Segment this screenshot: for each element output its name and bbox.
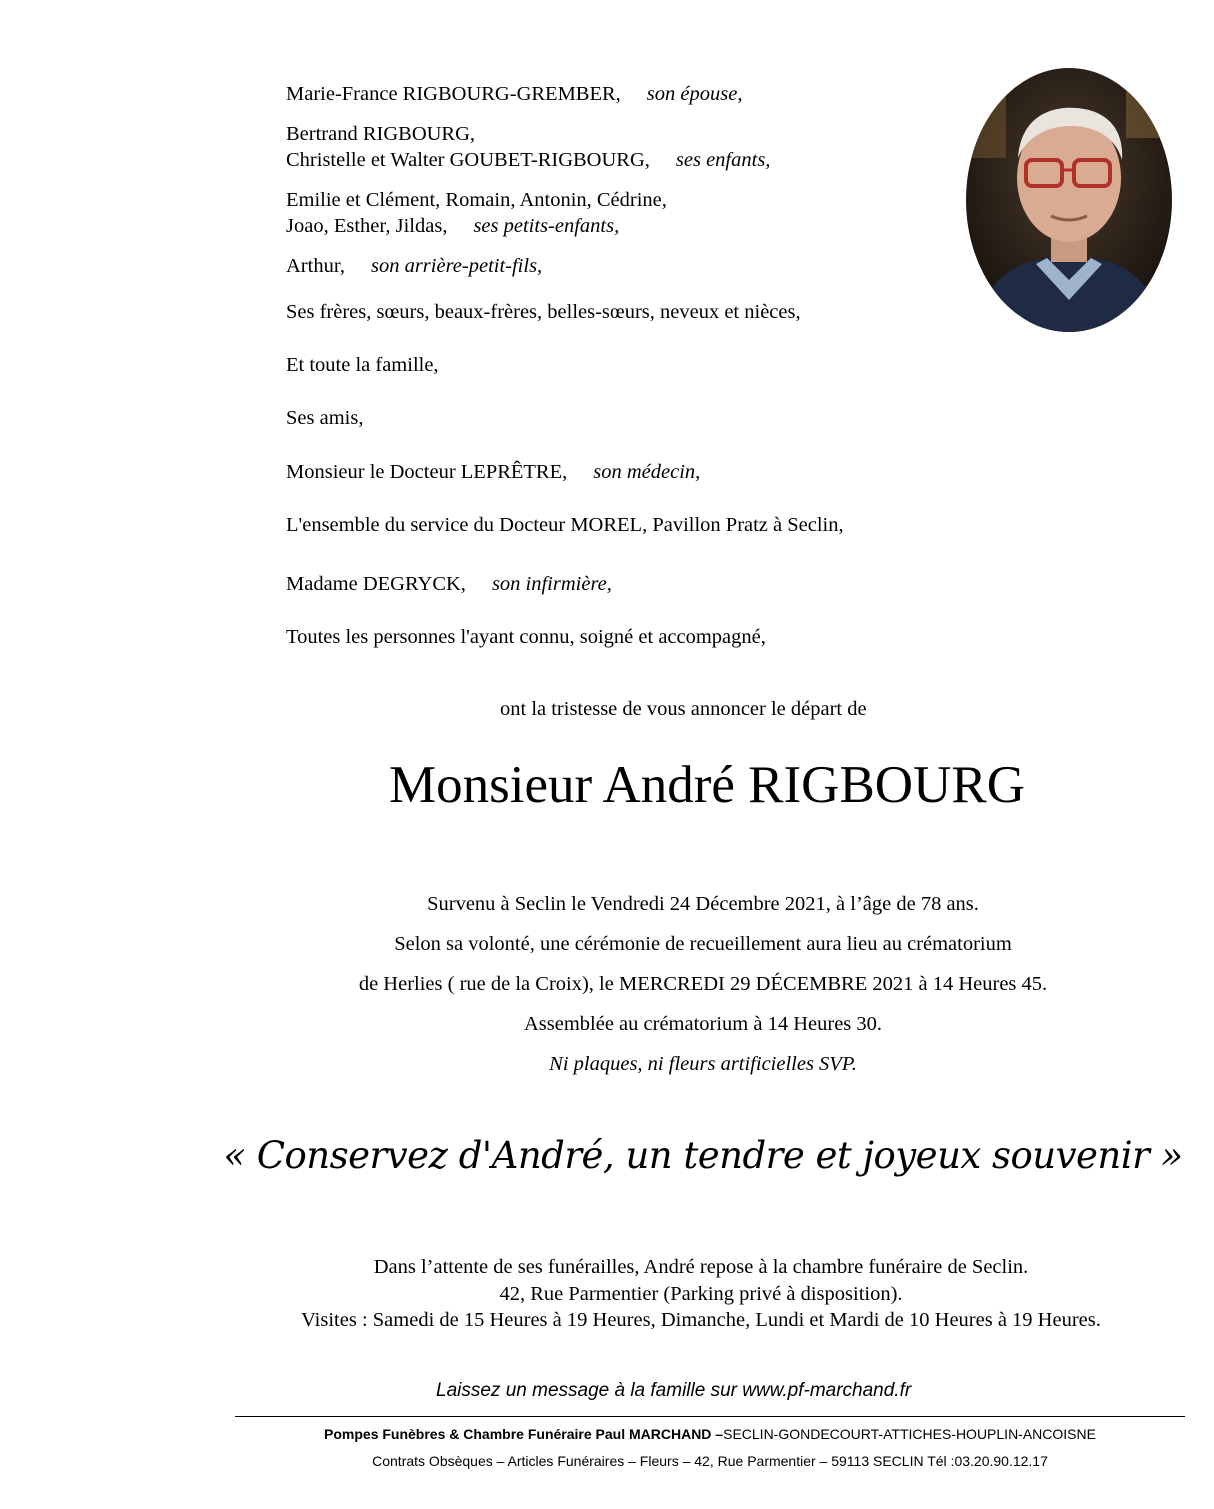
family-name: Christelle et Walter GOUBET-RIGBOURG, xyxy=(286,149,650,171)
portrait-icon xyxy=(966,68,1172,332)
detail-line-3: de Herlies ( rue de la Croix), le MERCREDI 29 DÉCEMBRE 2021 à 14 Heures 45. xyxy=(358,973,1048,995)
footer-line-1 xyxy=(235,1426,1185,1442)
rest-line-3: Visites : Samedi de 15 Heures à 19 Heures, Dimanche, Lundi et Mardi de 10 Heures à 19 Heures. xyxy=(301,1309,1101,1331)
memorial-quote: « Conservez d'André, un tendre et joyeux souvenir » xyxy=(223,1134,1183,1177)
footer-divider xyxy=(235,1416,1185,1417)
family-line-2 xyxy=(286,122,475,147)
detail-line-4: Assemblée au crématorium à 14 Heures 30. xyxy=(523,1013,883,1035)
family-line-9 xyxy=(286,406,363,431)
detail-line-1: Survenu à Seclin le Vendredi 24 Décembre 2021, à l’âge de 78 ans. xyxy=(427,893,979,915)
family-name: Marie-France RIGBOURG-GREMBER, xyxy=(286,83,621,105)
family-name: Toutes les personnes l'ayant connu, soigné et accompagné, xyxy=(286,626,766,648)
deceased-name: Monsieur André RIGBOURG xyxy=(389,756,1025,814)
family-line-4 xyxy=(286,188,667,213)
online-message: Laissez un message à la famille sur www.pf-marchand.fr xyxy=(436,1380,912,1401)
family-role: ses petits-enfants, xyxy=(473,215,620,237)
family-name: Monsieur le Docteur LEPRÊTRE, xyxy=(286,461,568,483)
family-role: son infirmière, xyxy=(491,573,612,595)
family-line-5 xyxy=(286,214,619,239)
family-role: ses enfants, xyxy=(675,149,771,171)
family-name: Emilie et Clément, Romain, Antonin, Cédrine, xyxy=(286,189,667,211)
detail-line-2: Selon sa volonté, une cérémonie de recueillement aura lieu au crématorium xyxy=(394,933,1012,955)
family-name: L'ensemble du service du Docteur MOREL, Pavillon Pratz à Seclin, xyxy=(286,514,844,536)
family-name: Ses frères, sœurs, beaux-frères, belles-sœurs, neveux et nièces, xyxy=(286,301,801,323)
footer-locations: SECLIN-GONDECOURT-ATTICHES-HOUPLIN-ANCOISNE xyxy=(723,1426,1096,1442)
family-line-11 xyxy=(286,513,844,538)
family-line-8 xyxy=(286,353,439,378)
family-line-12 xyxy=(286,572,612,597)
family-name: Madame DEGRYCK, xyxy=(286,573,466,595)
family-name: Et toute la famille, xyxy=(286,354,439,376)
family-line-13 xyxy=(286,625,766,650)
family-name: Arthur, xyxy=(286,255,345,277)
family-role: son médecin, xyxy=(593,461,701,483)
announcement-text: ont la tristesse de vous annoncer le départ de xyxy=(500,698,867,720)
footer-line-2: Contrats Obsèques – Articles Funéraires – Fleurs – 42, Rue Parmentier – 59113 SECLIN Tél :03.20.90.12.17 xyxy=(372,1453,1048,1469)
family-name: Ses amis, xyxy=(286,407,364,429)
family-line-7 xyxy=(286,300,801,325)
family-role: son épouse, xyxy=(646,83,743,105)
family-line-3 xyxy=(286,148,770,173)
family-name: Joao, Esther, Jildas, xyxy=(286,215,448,237)
portrait-photo xyxy=(966,68,1172,332)
detail-line-5: Ni plaques, ni fleurs artificielles SVP. xyxy=(549,1053,857,1075)
family-role: son arrière-petit-fils, xyxy=(370,255,543,277)
family-line-10 xyxy=(286,460,700,485)
rest-line-1: Dans l’attente de ses funérailles, André repose à la chambre funéraire de Seclin. xyxy=(373,1256,1029,1278)
rest-line-2: 42, Rue Parmentier (Parking privé à disposition). xyxy=(499,1283,903,1305)
footer-company: Pompes Funèbres & Chambre Funéraire Paul MARCHAND – xyxy=(324,1426,724,1442)
family-line-6 xyxy=(286,254,542,279)
family-line-1 xyxy=(286,82,742,107)
family-name: Bertrand RIGBOURG, xyxy=(286,123,476,145)
